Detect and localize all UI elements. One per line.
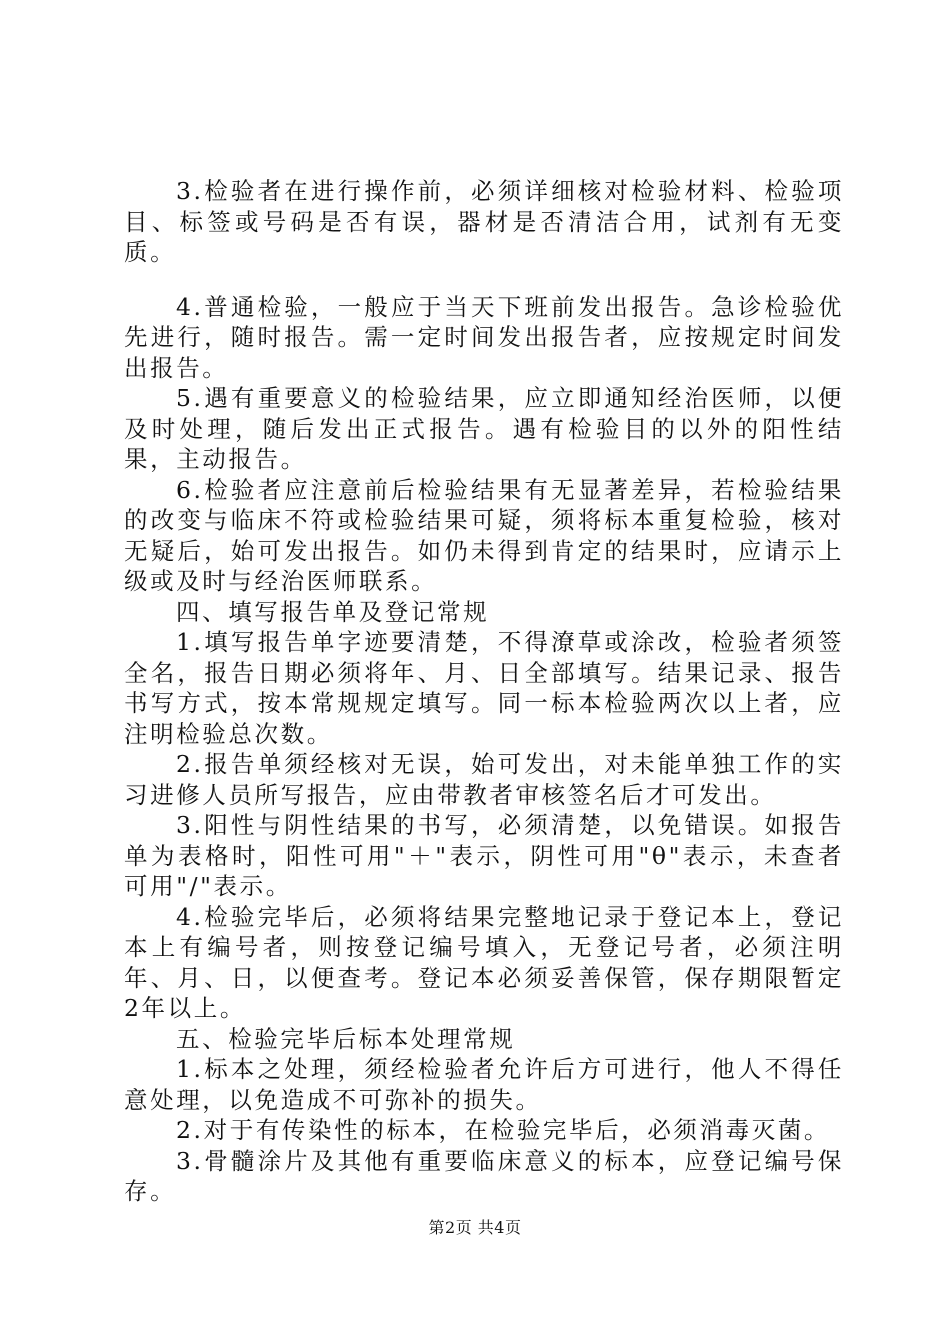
paragraph-report-2: 2.报告单须经核对无误，始可发出，对未能单独工作的实习进修人员所写报告，应由带教者审核签名后才可发出。 (124, 750, 844, 809)
page-number-footer: 第2页 共4页 (428, 1218, 522, 1237)
paragraph-item-5: 5.遇有重要意义的检验结果，应立即通知经治医师，以便及时处理，随后发出正式报告。遇有检验目的以外的阳性结果，主动报告。 (124, 384, 844, 473)
paragraph-specimen-2: 2.对于有传染性的标本，在检验完毕后，必须消毒灭菌。 (176, 1116, 831, 1144)
section-heading-5: 五、检验完毕后标本处理常规 (176, 1024, 516, 1053)
section-heading-4: 四、填写报告单及登记常规 (176, 597, 490, 626)
paragraph-item-6: 6.检验者应注意前后检验结果有无显著差异，若检验结果的改变与临床不符或检验结果可疑，须将标本重复检验，核对无疑后，始可发出报告。如仍未得到肯定的结果时，应请示上级或及时与经治医师联系。 (124, 475, 844, 595)
paragraph-report-1: 1.填写报告单字迹要清楚，不得潦草或涂改，检验者须签全名，报告日期必须将年、月、日全部填写。结果记录、报告书写方式，按本常规规定填写。同一标本检验两次以上者，应注明检验总次数。 (124, 628, 844, 748)
paragraph-item-3: 3.检验者在进行操作前，必须详细核对检验材料、检验项目、标签或号码是否有误，器材是否清洁合用，试剂有无变质。 (124, 177, 844, 266)
paragraph-specimen-1: 1.标本之处理，须经检验者允许后方可进行，他人不得任意处理，以免造成不可弥补的损失。 (124, 1055, 844, 1114)
paragraph-specimen-3: 3.骨髓涂片及其他有重要临床意义的标本，应登记编号保存。 (124, 1146, 844, 1205)
paragraph-report-3: 3.阳性与阴性结果的书写，必须清楚，以免错误。如报告单为表格时，阳性可用"＋"表示，阴性可用"θ"表示，未查者可用"/"表示。 (124, 811, 844, 900)
paragraph-item-4: 4.普通检验，一般应于当天下班前发出报告。急诊检验优先进行，随时报告。需一定时间发出报告者，应按规定时间发出报告。 (124, 292, 844, 382)
document-body (124, 176, 844, 1207)
paragraph-report-4: 4.检验完毕后，必须将结果完整地记录于登记本上，登记本上有编号者，则按登记编号填入，无登记号者，必须注明年、月、日，以便查考。登记本必须妥善保管，保存期限暂定2年以上。 (124, 902, 844, 1022)
